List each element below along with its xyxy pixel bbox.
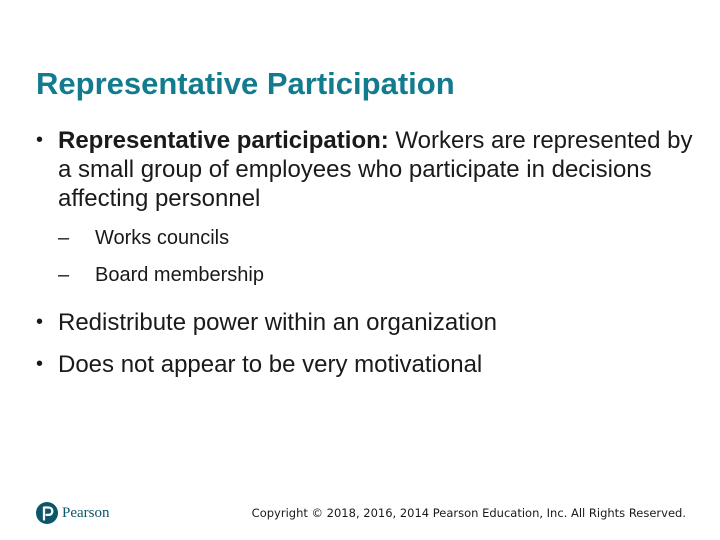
- bullet-item-3: [36, 350, 696, 379]
- bullet-marker: •: [36, 129, 44, 151]
- pearson-p-glyph: [36, 502, 58, 524]
- bullet-text: Does not appear to be very motivational: [58, 351, 483, 378]
- copyright-notice: Copyright © 2018, 2016, 2014 Pearson Education, Inc. All Rights Reserved.: [251, 506, 686, 520]
- pearson-p-icon: [36, 502, 58, 524]
- sub-list: [36, 220, 696, 294]
- slide-content: [36, 126, 696, 379]
- slide-footer: [0, 496, 720, 530]
- sub-item-text: Board membership: [95, 264, 264, 286]
- bullet-marker: •: [36, 353, 44, 375]
- sub-item-text: Works councils: [95, 227, 230, 249]
- sub-marker: –: [58, 227, 70, 249]
- sub-item-works-councils: [58, 220, 696, 257]
- sub-marker: –: [58, 264, 70, 286]
- sub-item-board-membership: [58, 257, 696, 294]
- slide-title: Representative Participation: [36, 66, 455, 101]
- bullet-item-1: [36, 126, 696, 213]
- pearson-wordmark: Pearson: [62, 505, 110, 521]
- bullet-item-2: [36, 308, 696, 337]
- pearson-logo: [36, 500, 110, 526]
- bullet-text: Workers are represented by a small group of employees who participate in decisions affecting personnel: [58, 127, 693, 212]
- bullet-text: Redistribute power within an organization: [58, 309, 497, 336]
- bullet-marker: •: [36, 311, 44, 333]
- bullet-lead-term: Representative participation:: [58, 127, 389, 154]
